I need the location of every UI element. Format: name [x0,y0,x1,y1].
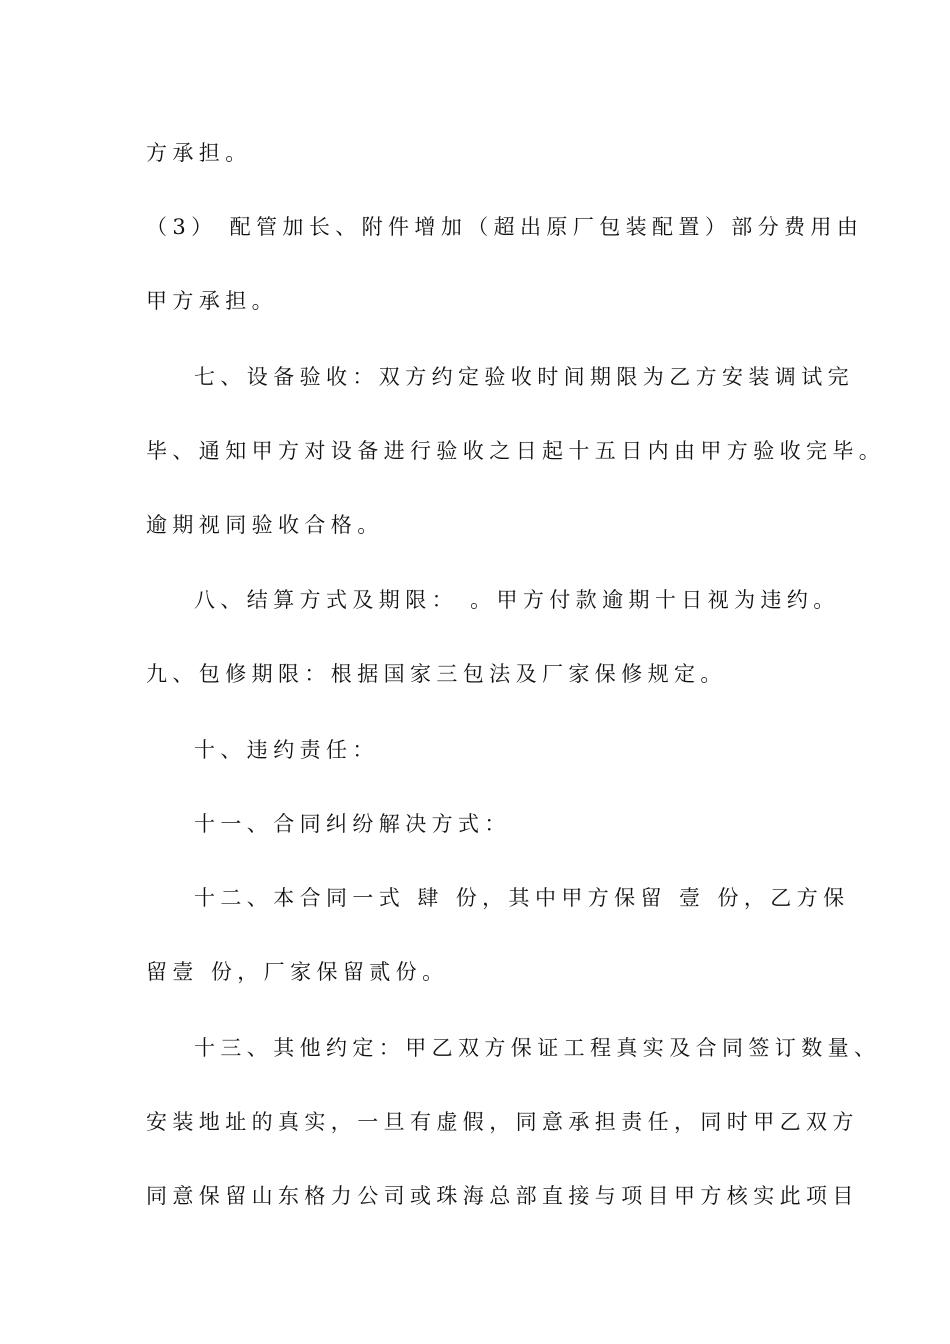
text-line-3: 甲方承担。 [146,289,278,313]
text-line-7: 八、结算方式及期限： 。甲方付款逾期十日视为违约。 [194,588,840,612]
text-line-8: 九、包修期限：根据国家三包法及厂家保修规定。 [146,662,727,686]
text-line-9: 十、违约责任： [194,738,379,762]
text-line-13: 十三、其他约定：甲乙双方保证工程真实及合同签订数量、 [194,1036,881,1060]
text-line-11: 十二、本合同一式 肆 份，其中甲方保留 壹 份，乙方保 [194,886,850,910]
text-line-15: 同意保留山东格力公司或珠海总部直接与项目甲方核实此项目 [146,1184,859,1208]
text-line-10: 十一、合同纠纷解决方式： [194,812,511,836]
text-line-2: （3） 配管加长、附件增加（超出原厂包装配置）部分费用由 [146,215,864,239]
text-line-1: 方承担。 [146,141,252,165]
text-line-12: 留壹 份，厂家保留贰份。 [146,960,449,984]
text-line-4: 七、设备验收：双方约定验收时间期限为乙方安装调试完 [194,365,854,389]
text-line-14: 安装地址的真实，一旦有虚假，同意承担责任，同时甲乙双方 [146,1110,859,1134]
text-line-5: 毕、通知甲方对设备进行验收之日起十五日内由甲方验收完毕。 [146,439,886,463]
text-line-6: 逾期视同验收合格。 [146,513,384,537]
